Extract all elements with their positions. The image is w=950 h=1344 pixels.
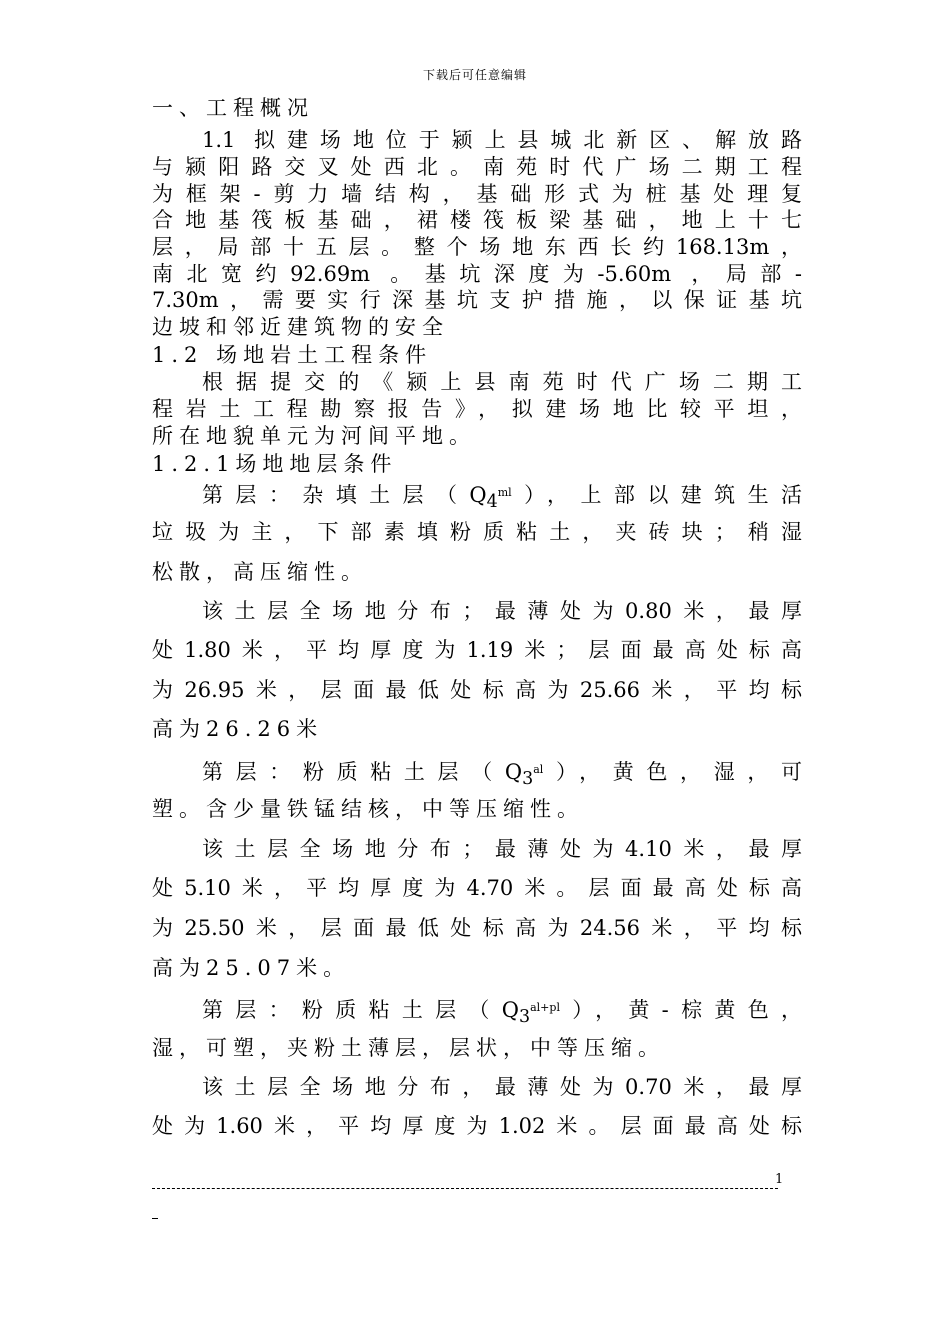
paragraph-line: 根据提交的《颍上县南苑时代广场二期工 — [202, 370, 802, 394]
paragraph-line: 为26.95米，层面最低处标高为25.66米，平均标 — [152, 678, 802, 702]
paragraph-line: 塑。含少量铁锰结核，中等压缩性。 — [152, 797, 584, 821]
paragraph-line: 处5.10米，平均厚度为4.70米。层面最高处标高 — [152, 876, 802, 900]
paragraph-line: 该土层全场地分布；最薄处为4.10米，最厚 — [202, 837, 802, 861]
page-header: 下载后可任意编辑 — [422, 68, 527, 82]
paragraph-line: 湿，可塑，夹粉土薄层，层状，中等压缩。 — [152, 1036, 665, 1060]
footer-divider — [152, 1188, 778, 1195]
paragraph-line: 合地基筏板基础，裙楼筏板梁基础，地上十七 — [152, 208, 802, 232]
paragraph-line: 南北宽约92.69m 。基坑深度为-5.60m ，局部- — [152, 262, 802, 286]
paragraph-line: 层，局部十五层。整个场地东西长约168.13m， — [152, 235, 802, 259]
layer-1-title: 第层：杂填土层$(Q_4^{ml})$，上部以建筑生活 — [202, 483, 803, 513]
paragraph-line: 高为25.07米。 — [152, 956, 351, 980]
paragraph-line: 边坡和邻近建筑物的安全 — [152, 315, 449, 339]
subheading-1-2-1: 1.2.1场地地层条件 — [152, 452, 398, 476]
paragraph-line: 处1.80米，平均厚度为1.19米；层面最高处标高 — [152, 638, 802, 662]
paragraph-line: 所在地貌单元为河间平地。 — [152, 424, 476, 448]
paragraph-line: 为框架-剪力墙结构，基础形式为桩基处理复 — [152, 182, 802, 206]
subheading-1-2: 1.2 场地岩土工程条件 — [152, 343, 433, 367]
paragraph-line: 7.30m，需要实行深基坑支护措施，以保证基坑 — [152, 288, 802, 312]
footer-dash — [152, 1218, 158, 1219]
paragraph-line: 松散，高压缩性。 — [152, 560, 368, 584]
paragraph-line: 与颍阳路交叉处西北。南苑时代广场二期工程 — [152, 155, 802, 179]
layer-3-title: 第层：粉质粘土层$(Q_3^{al+pl})$，黄-棕黄色， — [202, 998, 802, 1028]
paragraph-line: 该土层全场地分布；最薄处为0.80米，最厚 — [202, 599, 802, 623]
paragraph-line: 为25.50米，层面最低处标高为24.56米，平均标 — [152, 916, 802, 940]
paragraph-line: 处为1.60米，平均厚度为1.02米。层面最高处标 — [152, 1114, 802, 1138]
paragraph-line: 高为26.26米 — [152, 717, 324, 741]
paragraph-line: 1.1 拟建场地位于颍上县城北新区、解放路 — [202, 128, 802, 152]
paragraph-line: 垃圾为主，下部素填粉质粘土，夹砖块；稍湿 — [152, 520, 802, 544]
paragraph-line: 该土层全场地分布，最薄处为0.70米，最厚 — [202, 1075, 802, 1099]
section-title: 一、工程概况 — [152, 96, 314, 120]
page-number: 1 — [775, 1172, 784, 1187]
layer-2-title: 第层：粉质粘土层$(Q_3^{al})$，黄色，湿，可 — [202, 760, 803, 790]
paragraph-line: 程岩土工程勘察报告》，拟建场地比较平坦， — [152, 397, 802, 421]
